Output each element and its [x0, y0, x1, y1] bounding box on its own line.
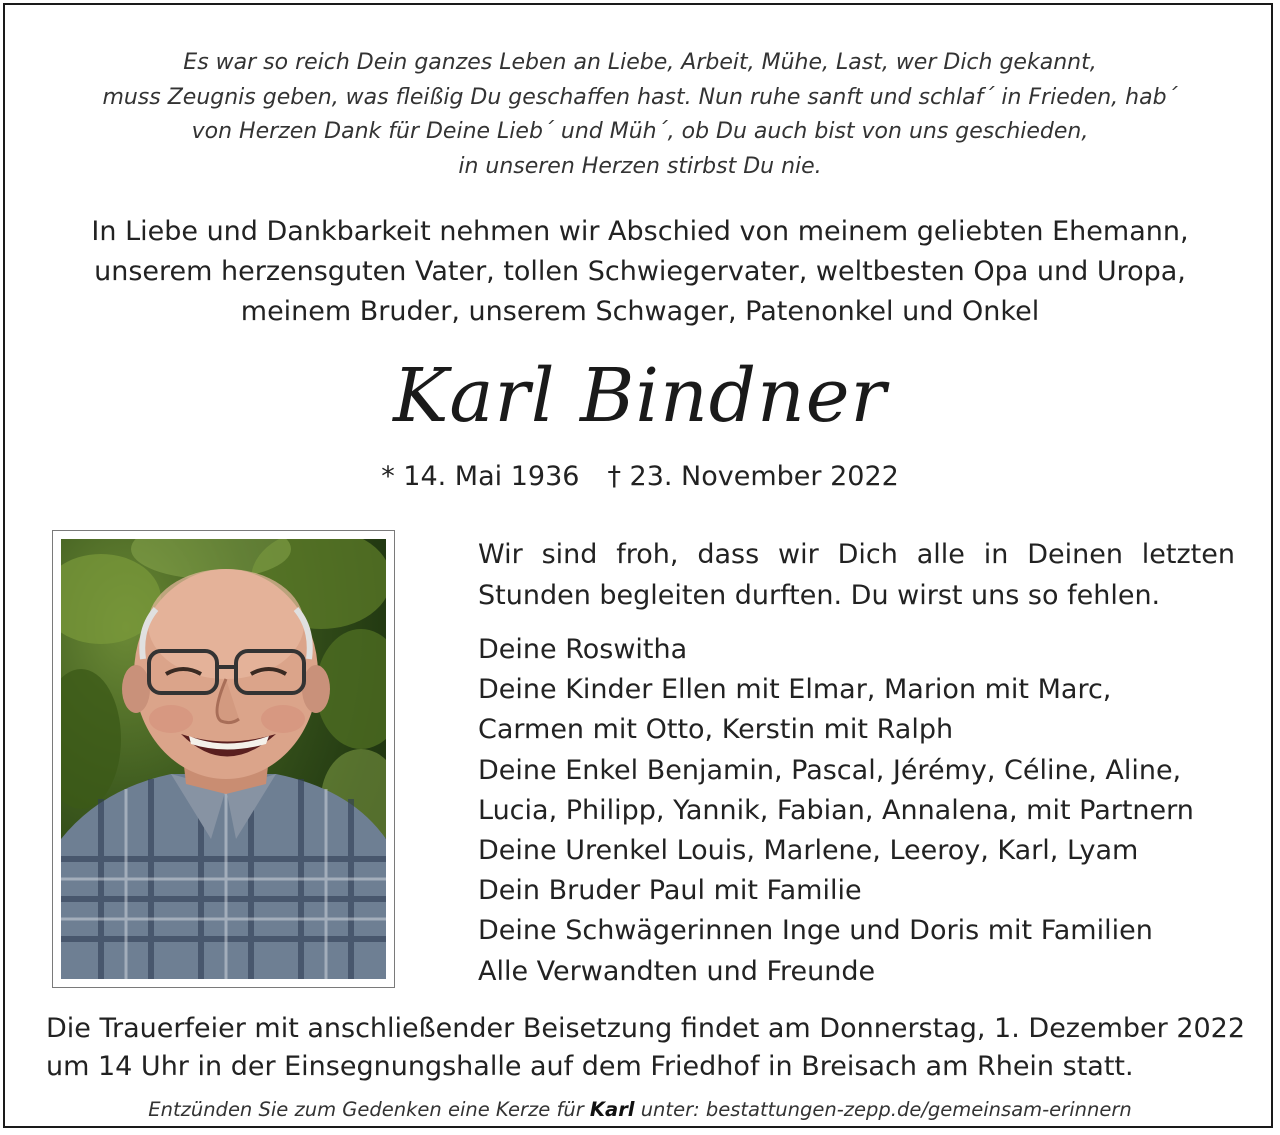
- funeral-line: Die Trauerfeier mit anschließender Beisetzung findet am Donnerstag, 1. Dezember 2022: [46, 1013, 1246, 1044]
- birth-date: * 14. Mai 1936: [381, 461, 580, 492]
- poem: [0, 46, 1280, 184]
- mourner-line: Deine Schwägerinnen Inge und Doris mit Familien: [478, 915, 1153, 947]
- funeral-line: um 14 Uhr in der Einsegnungshalle auf dem Friedhof in Breisach am Rhein statt.: [46, 1051, 1134, 1082]
- mourner-line: Alle Verwandten und Freunde: [478, 955, 876, 987]
- intro-line: In Liebe und Dankbarkeit nehmen wir Abschied von meinem geliebten Ehemann,: [91, 216, 1189, 247]
- farewell-message: [478, 534, 1235, 616]
- portrait-photo: [61, 539, 386, 979]
- poem-line: von Herzen Dank für Deine Lieb´ und Müh´, ob Du auch bist von uns geschieden,: [191, 119, 1089, 144]
- intro-text: [0, 212, 1280, 332]
- mourner-line: Deine Urenkel Louis, Marlene, Leeroy, Karl, Lyam: [478, 835, 1139, 867]
- mourner-line: Deine Kinder Ellen mit Elmar, Marion mit Marc,: [478, 674, 1112, 706]
- deceased-name: Karl Bindner: [393, 353, 887, 439]
- memorial-footer: [0, 1096, 1280, 1124]
- mourner-line: Carmen mit Otto, Kerstin mit Ralph: [478, 714, 954, 746]
- footer-name: Karl: [589, 1098, 635, 1121]
- footer-prefix: Entzünden Sie zum Gedenken eine Kerze für: [148, 1098, 584, 1121]
- mourner-line: Dein Bruder Paul mit Familie: [478, 875, 862, 907]
- message-line: Stunden begleiten durften. Du wirst uns so fehlen.: [478, 580, 1161, 611]
- funeral-info: [46, 1010, 1246, 1086]
- poem-line: in unseren Herzen stirbst Du nie.: [458, 153, 822, 179]
- death-date: † 23. November 2022: [607, 461, 899, 492]
- mourner-line: Deine Enkel Benjamin, Pascal, Jérémy, Céline, Aline,: [478, 754, 1182, 786]
- mourner-line: Deine Roswitha: [478, 634, 688, 665]
- mourner-line: Lucia, Philipp, Yannik, Fabian, Annalena, mit Partnern: [478, 794, 1194, 826]
- intro-line: meinem Bruder, unserem Schwager, Patenonkel und Onkel: [240, 296, 1040, 327]
- intro-line: unserem herzensguten Vater, tollen Schwiegervater, weltbesten Opa und Uropa,: [94, 256, 1186, 287]
- life-dates: [0, 457, 1280, 497]
- poem-line: muss Zeugnis geben, was fleißig Du geschaffen hast. Nun ruhe sanft und schlaf´ in Frieden, hab´: [102, 84, 1178, 110]
- portrait-frame: [52, 530, 395, 988]
- mourners-list: [478, 630, 1268, 992]
- poem-line: Es war so reich Dein ganzes Leben an Liebe, Arbeit, Mühe, Last, wer Dich gekannt,: [183, 50, 1097, 75]
- footer-link[interactable]: unter: bestattungen-zepp.de/gemeinsam-erinnern: [640, 1098, 1132, 1121]
- message-line: Wir sind froh, dass wir Dich alle in Deinen letzten: [478, 539, 1235, 570]
